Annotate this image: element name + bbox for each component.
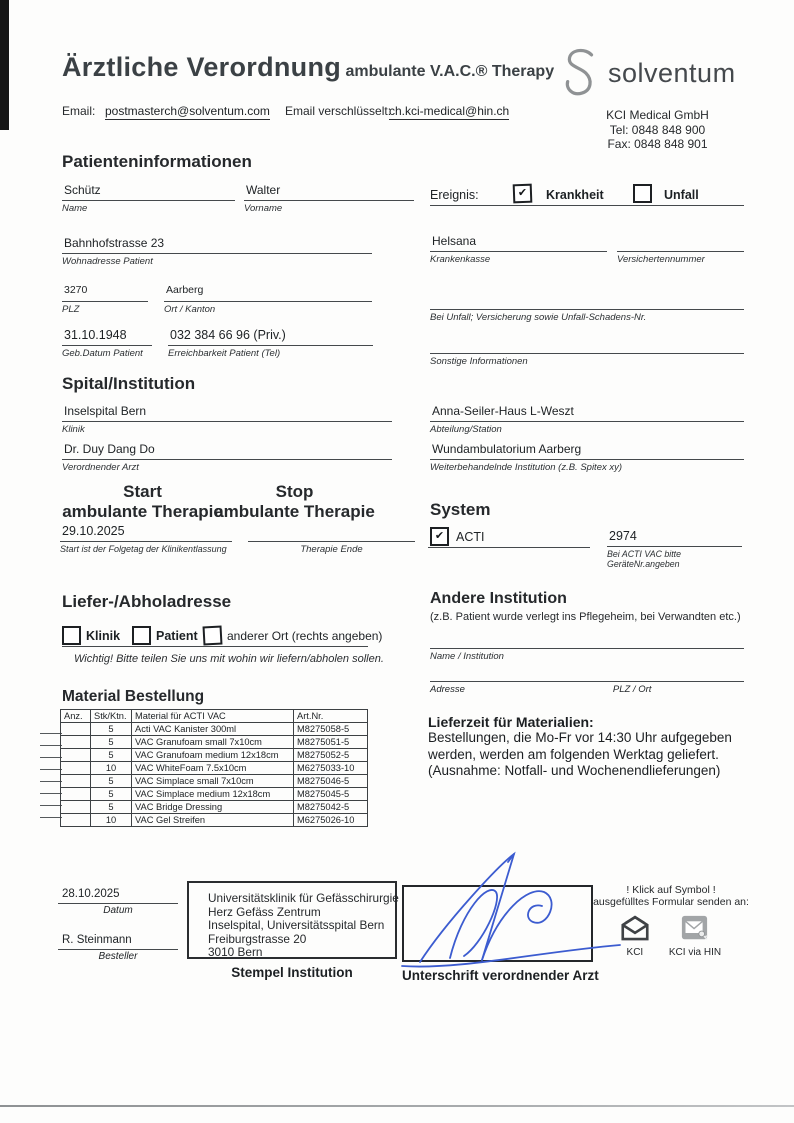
andere-plzort-label: PLZ / Ort (612, 683, 652, 695)
stop-datum-label: Therapie Ende (300, 543, 363, 555)
anz-cell[interactable] (61, 736, 91, 749)
arzt-label: Verordnender Arzt (62, 461, 139, 473)
material-cell: Acti VAC Kanister 300ml (132, 723, 294, 736)
qty-cell: 5 (91, 736, 132, 749)
field-andere-adresse (430, 668, 744, 695)
material-cell: VAC Granufoam small 7x10cm (132, 736, 294, 749)
field-andere-name (430, 631, 744, 662)
qty-cell: 5 (91, 749, 132, 762)
table-row (61, 723, 368, 736)
table-row (61, 762, 368, 775)
stamp-line: Inselspital, Universitätsspital Bern (208, 918, 385, 933)
weiterbehandelnde-value: Wundambulatorium Aarberg (430, 442, 744, 460)
section-material-heading: Material Bestellung (62, 688, 205, 705)
liefer-anderer-label: anderer Ort (rechts angeben) (227, 629, 383, 643)
section-liefer-heading: Liefer-/Abholadresse (62, 592, 232, 611)
field-start-datum (60, 524, 232, 554)
company-contact-block (570, 108, 745, 152)
versichertennummer-label: Versichertennummer (617, 253, 705, 265)
krankenkasse-label: Krankenkasse (430, 253, 491, 265)
artnr-cell: M6275033-10 (294, 762, 368, 775)
gebdatum-label: Geb.Datum Patient (62, 347, 143, 359)
anz-cell[interactable] (61, 762, 91, 775)
ereignis-rule (430, 190, 744, 206)
plz-value: 3270 (62, 284, 148, 302)
krankenkasse-value: Helsana (430, 234, 607, 252)
field-klinik (62, 404, 392, 435)
lieferzeit-heading: Lieferzeit für Materialien: (428, 714, 594, 730)
kci-icon-label: KCI (626, 947, 644, 958)
page-subtitle: ambulante V.A.C.® Therapy (345, 63, 555, 80)
artnr-cell: M6275026-10 (294, 814, 368, 827)
field-geraetenr (607, 529, 742, 569)
field-gebdatum (62, 328, 152, 359)
qty-cell: 5 (91, 788, 132, 801)
checkmark-icon: ✔ (434, 530, 445, 542)
field-bestell-datum (58, 888, 178, 916)
artnr-cell: M8275058-5 (294, 723, 368, 736)
patient-tel-label: Erreichbarkeit Patient (Tel) (168, 347, 281, 359)
artnr-cell: M8275052-5 (294, 749, 368, 762)
arzt-value: Dr. Duy Dang Do (62, 442, 392, 460)
qty-cell: 10 (91, 814, 132, 827)
krankheit-label: Krankheit (546, 188, 604, 202)
field-patient-tel (168, 328, 373, 359)
wohnadresse-value: Bahnhofstrasse 23 (62, 236, 372, 254)
field-plz (62, 284, 148, 315)
col-stk: Stk/Ktn. (91, 710, 132, 723)
qty-cell: 5 (91, 775, 132, 788)
patient-tel-value: 032 384 66 96 (Priv.) (168, 328, 373, 346)
unfallnr-value (430, 292, 744, 310)
send-heading: ! Klick auf Symbol ! (626, 884, 716, 896)
name-label: Name (62, 202, 88, 214)
abteilung-label: Abteilung/Station (430, 423, 502, 435)
start-heading-line2: ambulante Therapie (62, 502, 223, 521)
andere-subtext: (z.B. Patient wurde verlegt ins Pflegeheim, bei Verwandten etc.) (430, 611, 741, 623)
anz-cell[interactable] (61, 749, 91, 762)
section-andere-heading: Andere Institution (430, 590, 567, 607)
sonstige-value (430, 336, 744, 354)
send-hin-option[interactable] (669, 915, 721, 958)
unfallnr-label: Bei Unfall; Versicherung sowie Unfall-Schadens-Nr. (430, 311, 647, 323)
send-kci-option[interactable] (621, 915, 649, 958)
liefer-wichtig-note: Wichtig! Bitte teilen Sie uns mit wohin wir liefern/abholen sollen. (74, 653, 384, 665)
ereignis-label: Ereignis: (430, 188, 479, 202)
lieferzeit-block (428, 714, 768, 780)
andere-name-value (430, 631, 744, 649)
start-datum-label: Start ist der Folgetag der Klinikentlassung (60, 543, 227, 554)
logo (560, 48, 736, 98)
abteilung-value: Anna-Seiler-Haus L-Weszt (430, 404, 744, 422)
table-row (61, 814, 368, 827)
col-artnr: Art.Nr. (294, 710, 368, 723)
company-tel: Tel: 0848 848 900 (609, 122, 706, 137)
material-cell: VAC Bridge Dressing (132, 801, 294, 814)
page-title: Ärztliche Verordnung (62, 52, 342, 82)
table-row (61, 801, 368, 814)
material-cell: VAC Granufoam medium 12x18cm (132, 749, 294, 762)
lieferzeit-line1: Bestellungen, die Mo-Fr vor 14:30 Uhr aufgegeben (428, 730, 732, 745)
section-system-heading: System (430, 500, 491, 519)
company-fax: Fax: 0848 848 901 (607, 137, 708, 151)
klinik-label: Klinik (62, 423, 85, 435)
col-material: Material für ACTI VAC (132, 710, 294, 723)
anz-cell[interactable] (61, 723, 91, 736)
stop-heading-line2: ambulante Therapie (214, 502, 375, 521)
artnr-cell: M8275046-5 (294, 775, 368, 788)
gebdatum-value: 31.10.1948 (62, 328, 152, 346)
email-link[interactable]: postmasterch@solventum.com (105, 104, 270, 118)
field-vorname (244, 183, 414, 214)
field-versichertennummer (617, 234, 744, 265)
material-cell: VAC Simplace medium 12x18cm (132, 788, 294, 801)
hin-icon-label: KCI via HIN (668, 947, 722, 958)
plz-label: PLZ (62, 303, 80, 315)
andere-adresse-rule (430, 668, 744, 682)
scan-edge-artifact (0, 0, 9, 130)
anz-cell[interactable] (61, 814, 91, 827)
vorname-label: Vorname (244, 202, 283, 214)
email-label: Email: (62, 104, 96, 118)
field-besteller (58, 934, 178, 962)
col-anz: Anz. (61, 710, 91, 723)
field-abteilung (430, 404, 744, 435)
material-cell: VAC WhiteFoam 7.5x10cm (132, 762, 294, 775)
lieferzeit-line3: (Ausnahme: Notfall- und Wochenendlieferungen) (428, 763, 721, 778)
besteller-value: R. Steinmann (58, 934, 178, 950)
field-name (62, 183, 235, 214)
field-wohnadresse (62, 236, 372, 267)
qty-cell: 5 (91, 723, 132, 736)
unfall-label: Unfall (664, 188, 699, 202)
send-subheading: ausgefülltes Formular senden an: (593, 896, 749, 908)
send-block (586, 884, 756, 958)
scan-bottom-line (0, 1105, 794, 1107)
artnr-cell: M8275051-5 (294, 736, 368, 749)
geraetenr-label: Bei ACTI VAC bitte GeräteNr.angeben (607, 548, 681, 569)
stamp-caption: Stempel Institution (231, 965, 353, 980)
solventum-logo-icon (560, 48, 602, 98)
name-value: Schütz (62, 183, 235, 201)
table-row (61, 788, 368, 801)
material-header-row (61, 710, 368, 723)
field-krankenkasse (430, 234, 607, 265)
liefer-rule (62, 631, 368, 647)
start-therapie-heading (50, 482, 235, 522)
stop-heading-line1: Stop (275, 482, 314, 501)
material-cell: VAC Gel Streifen (132, 814, 294, 827)
field-arzt (62, 442, 392, 473)
lieferzeit-line2: werden, werden am folgenden Werktag geliefert. (428, 746, 719, 762)
field-stop-datum (248, 524, 415, 555)
email-encrypted-link[interactable]: ch.kci-medical@hin.ch (389, 104, 510, 118)
logo-text: solventum (608, 57, 736, 88)
email-encrypted-label: Email verschlüsselt: (285, 104, 392, 118)
anz-cell[interactable] (61, 801, 91, 814)
acti-rule (428, 532, 590, 548)
bestell-datum-label: Datum (103, 905, 133, 916)
stamp-line: 3010 Bern (208, 945, 263, 960)
material-row-tick-lines (40, 722, 62, 818)
acti-label: ACTI (456, 530, 485, 544)
andere-adresse-label: Adresse (430, 683, 465, 695)
qty-cell: 5 (91, 801, 132, 814)
material-table (60, 709, 368, 827)
open-envelope-icon (621, 915, 649, 942)
bestell-datum-value: 28.10.2025 (58, 888, 178, 904)
klinik-value: Inselspital Bern (62, 404, 392, 422)
stop-therapie-heading (212, 482, 377, 522)
hin-envelope-key-icon (681, 915, 708, 942)
field-ort (164, 284, 372, 315)
anz-cell[interactable] (61, 788, 91, 801)
field-sonstige (430, 336, 744, 367)
vorname-value: Walter (244, 183, 414, 201)
artnr-cell: M8275042-5 (294, 801, 368, 814)
weiterbehandelnde-label: Weiterbehandelnde Institution (z.B. Spitex xy) (430, 461, 623, 473)
document-title-row (62, 52, 554, 83)
material-cell: VAC Simplace small 7x10cm (132, 775, 294, 788)
wohnadresse-label: Wohnadresse Patient (62, 255, 153, 267)
stamp-line: Universitätsklinik für Gefässchirurgie (208, 891, 399, 905)
company-name: KCI Medical GmbH (606, 108, 709, 122)
field-unfallnr (430, 292, 744, 323)
institution-stamp (187, 881, 397, 959)
liefer-klinik-label: Klinik (86, 629, 121, 643)
besteller-label: Besteller (98, 951, 138, 962)
andere-name-label: Name / Institution (430, 650, 504, 662)
qty-cell: 10 (91, 762, 132, 775)
ort-value: Aarberg (164, 284, 372, 302)
versichertennummer-value (617, 234, 744, 252)
table-row (61, 749, 368, 762)
sonstige-label: Sonstige Informationen (430, 355, 528, 367)
stop-datum-value (248, 524, 415, 542)
start-datum-value: 29.10.2025 (60, 524, 232, 542)
table-row (61, 736, 368, 749)
stamp-line: Freiburgstrasse 20 (208, 931, 307, 946)
section-patient-heading: Patienteninformationen (62, 152, 252, 171)
liefer-patient-label: Patient (156, 629, 198, 643)
geraetenr-value: 2974 (607, 529, 742, 547)
table-row (61, 775, 368, 788)
stamp-line: Herz Gefäss Zentrum (208, 904, 321, 919)
checkmark-icon: ✔ (517, 186, 528, 200)
anz-cell[interactable] (61, 775, 91, 788)
start-heading-line1: Start (123, 482, 162, 501)
signature-caption: Unterschrift verordnender Arzt (402, 968, 599, 983)
section-spital-heading: Spital/Institution (62, 374, 196, 393)
ort-label: Ort / Kanton (164, 303, 216, 315)
artnr-cell: M8275045-5 (294, 788, 368, 801)
field-weiterbehandelnde (430, 442, 744, 473)
